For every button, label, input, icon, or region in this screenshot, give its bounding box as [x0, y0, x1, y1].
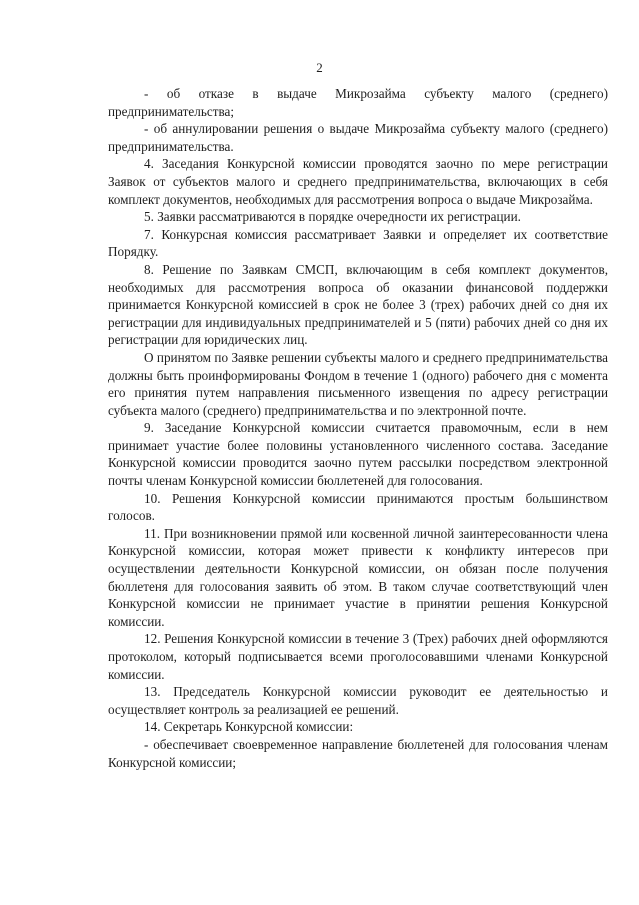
- paragraph-refusal: - об отказе в выдаче Микрозайма субъекту малого (среднего) предпринимательства;: [108, 86, 608, 119]
- paragraph-item-10: 10. Решения Конкурсной комиссии принимаются простым большинством голосов.: [108, 490, 608, 524]
- paragraph-item-14: 14. Секретарь Конкурсной комиссии:: [144, 719, 354, 735]
- document-body: [108, 85, 608, 771]
- paragraph-item-9: 9. Заседание Конкурсной комиссии считается правомочным, если в нем принимает участие более половины установленного численного состава. Заседание Конкурсной комиссии проводится заочно путем рассылки посредством электронной почты членам Конкурсной комиссии бюллетеней для голосования.: [108, 420, 608, 489]
- paragraph-item-4: 4. Заседания Конкурсной комиссии проводятся заочно по мере регистрации Заявок от субъектов малого и среднего предпринимательства, включающих в себя комплект документов, необходимых для рассмотрения вопроса о выдаче Микрозайма.: [108, 156, 608, 207]
- paragraph-item-11: 11. При возникновении прямой или косвенной личной заинтересованности члена Конкурсной комиссии, которая может привести к конфликту интересов при осуществлении деятельности Конкурсной комиссии, он обязан после получения бюллетеня для голосования заявить об этом. В таком случае соответствующий член Конкурсной комиссии не принимает участие в принятии решения Конкурсной комиссии.: [108, 525, 608, 629]
- paragraph-notification: О принятом по Заявке решении субъекты малого и среднего предпринимательства должны быть проинформированы Фондом в течение 1 (одного) рабочего дня с момента его принятия путем направления письменного извещения по адресу регистрации субъекта малого (среднего) предпринимательства и по электронной почте.: [108, 349, 608, 418]
- paragraph-annulment: - об аннулировании решения о выдаче Микрозайма субъекту малого (среднего) предпринимательства.: [108, 121, 608, 154]
- paragraph-secretary-duty: - обеспечивает своевременное направление бюллетеней для голосования членам Конкурсной комиссии;: [108, 736, 608, 770]
- paragraph-item-8: 8. Решение по Заявкам СМСП, включающим в себя комплект документов, необходимых для рассмотрения вопроса об оказании финансовой поддержки принимается Конкурсной комиссией в срок не более 3 (трех) рабочих дней со дня их регистрации для индивидуальных предпринимателей и 5 (пяти) рабочих дней со дня их регистрации для юридических лиц.: [108, 261, 608, 348]
- paragraph-item-12: 12. Решения Конкурсной комиссии в течение 3 (Трех) рабочих дней оформляются протоколом, который подписывается всеми проголосовавшими членами Конкурсной комиссии.: [108, 631, 608, 682]
- page-number: 2: [316, 60, 323, 75]
- paragraph-item-5: 5. Заявки рассматриваются в порядке очередности их регистрации.: [144, 209, 521, 225]
- paragraph-item-13: 13. Председатель Конкурсной комиссии руководит ее деятельностью и осуществляет контроль за реализацией ее решений.: [108, 684, 608, 717]
- paragraph-item-7: 7. Конкурсная комиссия рассматривает Заявки и определяет их соответствие Порядку.: [108, 226, 608, 260]
